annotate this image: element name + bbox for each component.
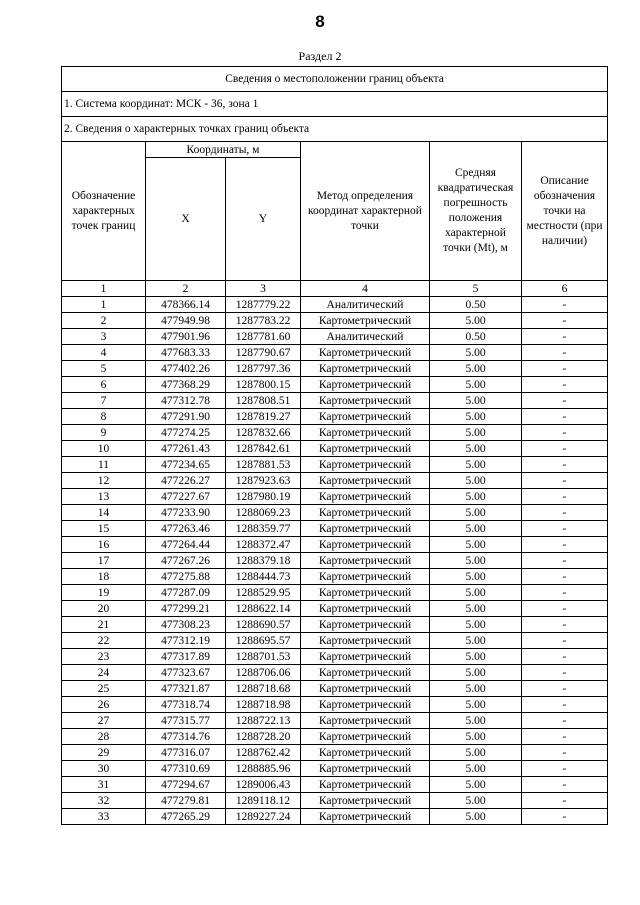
- table-cell: -: [522, 697, 608, 713]
- table-cell: 15: [62, 521, 146, 537]
- table-cell: -: [522, 585, 608, 601]
- table-cell: 1287783.22: [226, 313, 301, 329]
- table-cell: 477316.07: [146, 745, 226, 761]
- table-cell: 1289118.12: [226, 793, 301, 809]
- table-cell: Картометрический: [301, 777, 430, 793]
- table-cell: 5.00: [430, 617, 522, 633]
- table-cell: Картометрический: [301, 809, 430, 825]
- table-cell: 477274.25: [146, 425, 226, 441]
- table-cell: 9: [62, 425, 146, 441]
- table-cell: -: [522, 409, 608, 425]
- table-cell: -: [522, 329, 608, 345]
- table-cell: Картометрический: [301, 409, 430, 425]
- column-number-cell: 2: [146, 281, 226, 297]
- table-cell: 4: [62, 345, 146, 361]
- table-cell: -: [522, 505, 608, 521]
- table-cell: Картометрический: [301, 745, 430, 761]
- table-cell: 5.00: [430, 809, 522, 825]
- table-cell: 23: [62, 649, 146, 665]
- table-cell: 1287797.36: [226, 361, 301, 377]
- table-cell: 1288728.20: [226, 729, 301, 745]
- table-cell: -: [522, 377, 608, 393]
- table-row: [62, 313, 608, 329]
- table-cell: 14: [62, 505, 146, 521]
- table-cell: Картометрический: [301, 489, 430, 505]
- table-row: [62, 489, 608, 505]
- table-cell: 477321.87: [146, 681, 226, 697]
- table-cell: -: [522, 313, 608, 329]
- table-cell: -: [522, 345, 608, 361]
- table-row: [62, 457, 608, 473]
- table-row: [62, 329, 608, 345]
- table-cell: -: [522, 617, 608, 633]
- table-cell: 5.00: [430, 649, 522, 665]
- table-cell: 5.00: [430, 697, 522, 713]
- table-cell: Картометрический: [301, 793, 430, 809]
- header-coordinates: Координаты, м: [146, 142, 301, 158]
- table-cell: 477683.33: [146, 345, 226, 361]
- table-cell: -: [522, 649, 608, 665]
- table-cell: Картометрический: [301, 585, 430, 601]
- column-number-cell: 6: [522, 281, 608, 297]
- table-cell: 5.00: [430, 313, 522, 329]
- table-cell: Картометрический: [301, 521, 430, 537]
- table-row: [62, 409, 608, 425]
- table-cell: 30: [62, 761, 146, 777]
- table-cell: 5.00: [430, 761, 522, 777]
- table-cell: 5.00: [430, 633, 522, 649]
- table-cell: 1288718.68: [226, 681, 301, 697]
- table-row: [62, 297, 608, 313]
- column-number-cell: 3: [226, 281, 301, 297]
- table-cell: 477226.27: [146, 473, 226, 489]
- table-cell: Картометрический: [301, 649, 430, 665]
- table-cell: 477261.43: [146, 441, 226, 457]
- table-cell: 5.00: [430, 553, 522, 569]
- table-cell: 5.00: [430, 409, 522, 425]
- table-cell: 5.00: [430, 361, 522, 377]
- table-cell: Картометрический: [301, 633, 430, 649]
- header-method: Метод определения координат характерной точки: [301, 142, 430, 281]
- table-cell: 1287923.63: [226, 473, 301, 489]
- table-cell: 5.00: [430, 521, 522, 537]
- table-row: [62, 633, 608, 649]
- table-cell: 5: [62, 361, 146, 377]
- table-cell: 5.00: [430, 537, 522, 553]
- table-row: [62, 665, 608, 681]
- table-cell: 1287980.19: [226, 489, 301, 505]
- table-cell: 477308.23: [146, 617, 226, 633]
- page-number: 8: [315, 12, 325, 31]
- table-cell: 5.00: [430, 393, 522, 409]
- table-cell: 5.00: [430, 377, 522, 393]
- table-cell: 1287881.53: [226, 457, 301, 473]
- table-cell: -: [522, 297, 608, 313]
- table-cell: Картометрический: [301, 441, 430, 457]
- table-row: [62, 537, 608, 553]
- table-cell: 12: [62, 473, 146, 489]
- table-cell: 1: [62, 297, 146, 313]
- header-y: Y: [226, 158, 301, 281]
- table-cell: 27: [62, 713, 146, 729]
- table-cell: -: [522, 793, 608, 809]
- table-cell: 1288690.57: [226, 617, 301, 633]
- table-cell: 6: [62, 377, 146, 393]
- table-cell: 31: [62, 777, 146, 793]
- table-cell: Картометрический: [301, 377, 430, 393]
- table-cell: Картометрический: [301, 425, 430, 441]
- header-x: X: [146, 158, 226, 281]
- table-cell: Картометрический: [301, 361, 430, 377]
- table-row: [62, 745, 608, 761]
- table-cell: -: [522, 537, 608, 553]
- table-cell: 477323.67: [146, 665, 226, 681]
- table-row: [62, 345, 608, 361]
- table-cell: 477287.09: [146, 585, 226, 601]
- table-cell: -: [522, 457, 608, 473]
- table-cell: 10: [62, 441, 146, 457]
- header-error: Средняя квадратическая погрешность положения характерной точки (Mt), м: [430, 142, 522, 281]
- table-cell: 1288372.47: [226, 537, 301, 553]
- table-cell: Картометрический: [301, 713, 430, 729]
- table-cell: 5.00: [430, 777, 522, 793]
- table-cell: Картометрический: [301, 601, 430, 617]
- table-row: [62, 761, 608, 777]
- table-cell: 1288722.13: [226, 713, 301, 729]
- table-cell: 1288379.18: [226, 553, 301, 569]
- table-row: [62, 505, 608, 521]
- table-cell: 1287779.22: [226, 297, 301, 313]
- table-cell: Картометрический: [301, 393, 430, 409]
- points-title-row: 2. Сведения о характерных точках границ объекта: [62, 117, 608, 142]
- table-cell: 33: [62, 809, 146, 825]
- table-row: [62, 521, 608, 537]
- table-row: [62, 793, 608, 809]
- table-cell: Аналитический: [301, 329, 430, 345]
- header-designation: Обозначение характерных точек границ: [62, 142, 146, 281]
- table-cell: 5.00: [430, 601, 522, 617]
- table-cell: 1288359.77: [226, 521, 301, 537]
- table-row: [62, 441, 608, 457]
- table-cell: 477901.96: [146, 329, 226, 345]
- table-cell: 5.00: [430, 793, 522, 809]
- table-cell: 1288706.06: [226, 665, 301, 681]
- table-cell: 1287808.51: [226, 393, 301, 409]
- table-cell: 20: [62, 601, 146, 617]
- table-cell: 8: [62, 409, 146, 425]
- table-cell: 32: [62, 793, 146, 809]
- table-cell: Картометрический: [301, 457, 430, 473]
- header-description: Описание обозначения точки на местности (при наличии): [522, 142, 608, 281]
- table-row: [62, 361, 608, 377]
- table-cell: 25: [62, 681, 146, 697]
- table-cell: 477227.67: [146, 489, 226, 505]
- table-cell: 0.50: [430, 329, 522, 345]
- table-cell: Картометрический: [301, 505, 430, 521]
- table-cell: Картометрический: [301, 761, 430, 777]
- table-cell: 18: [62, 569, 146, 585]
- table-cell: Картометрический: [301, 345, 430, 361]
- table-cell: 477265.29: [146, 809, 226, 825]
- table-cell: 1289227.24: [226, 809, 301, 825]
- table-cell: 1288444.73: [226, 569, 301, 585]
- table-cell: -: [522, 393, 608, 409]
- table-cell: -: [522, 601, 608, 617]
- table-cell: Картометрический: [301, 617, 430, 633]
- table-row: [62, 729, 608, 745]
- table-cell: 477263.46: [146, 521, 226, 537]
- table-cell: -: [522, 553, 608, 569]
- table-row: [62, 617, 608, 633]
- table-cell: 1287819.27: [226, 409, 301, 425]
- column-numbers-row: [62, 281, 608, 297]
- table-cell: 5.00: [430, 713, 522, 729]
- table-cell: 477368.29: [146, 377, 226, 393]
- table-cell: 1288762.42: [226, 745, 301, 761]
- column-number-cell: 5: [430, 281, 522, 297]
- boundary-points-table: [61, 66, 608, 825]
- table-cell: 13: [62, 489, 146, 505]
- table-cell: 1288622.14: [226, 601, 301, 617]
- table-cell: 1287781.60: [226, 329, 301, 345]
- table-cell: 477314.76: [146, 729, 226, 745]
- table-cell: 2: [62, 313, 146, 329]
- table-cell: 17: [62, 553, 146, 569]
- table-cell: 1288069.23: [226, 505, 301, 521]
- table-cell: -: [522, 489, 608, 505]
- table-cell: 477267.26: [146, 553, 226, 569]
- table-cell: Картометрический: [301, 665, 430, 681]
- table-cell: 24: [62, 665, 146, 681]
- table-cell: 477315.77: [146, 713, 226, 729]
- table-cell: 477234.65: [146, 457, 226, 473]
- table-cell: Картометрический: [301, 729, 430, 745]
- table-cell: 5.00: [430, 585, 522, 601]
- table-cell: 29: [62, 745, 146, 761]
- table-cell: -: [522, 777, 608, 793]
- table-cell: 477312.78: [146, 393, 226, 409]
- table-cell: -: [522, 633, 608, 649]
- table-cell: 5.00: [430, 505, 522, 521]
- table-cell: 5.00: [430, 473, 522, 489]
- table-cell: 477275.88: [146, 569, 226, 585]
- table-cell: 5.00: [430, 569, 522, 585]
- table-cell: Картометрический: [301, 313, 430, 329]
- table-cell: 1288695.57: [226, 633, 301, 649]
- table-cell: 16: [62, 537, 146, 553]
- table-cell: Аналитический: [301, 297, 430, 313]
- table-row: [62, 569, 608, 585]
- table-cell: -: [522, 665, 608, 681]
- table-row: [62, 713, 608, 729]
- table-cell: 1287842.61: [226, 441, 301, 457]
- table-cell: Картометрический: [301, 553, 430, 569]
- table-cell: -: [522, 569, 608, 585]
- table-cell: 1288529.95: [226, 585, 301, 601]
- table-cell: 19: [62, 585, 146, 601]
- table-cell: -: [522, 441, 608, 457]
- table-cell: -: [522, 473, 608, 489]
- section-title: Раздел 2: [298, 49, 342, 63]
- table-row: [62, 649, 608, 665]
- table-cell: 477299.21: [146, 601, 226, 617]
- table-cell: 1289006.43: [226, 777, 301, 793]
- table-cell: 5.00: [430, 729, 522, 745]
- table-cell: -: [522, 713, 608, 729]
- table-cell: -: [522, 681, 608, 697]
- table-row: [62, 777, 608, 793]
- table-row: [62, 585, 608, 601]
- table-cell: 478366.14: [146, 297, 226, 313]
- table-cell: 477310.69: [146, 761, 226, 777]
- table-cell: 477264.44: [146, 537, 226, 553]
- table-cell: 477233.90: [146, 505, 226, 521]
- table-cell: 1288701.53: [226, 649, 301, 665]
- table-cell: Картометрический: [301, 681, 430, 697]
- table-cell: -: [522, 809, 608, 825]
- table-cell: 5.00: [430, 345, 522, 361]
- table-row: [62, 473, 608, 489]
- table-cell: 5.00: [430, 681, 522, 697]
- table-title: Сведения о местоположении границ объекта: [62, 67, 608, 92]
- table-row: [62, 553, 608, 569]
- table-cell: 477312.19: [146, 633, 226, 649]
- table-cell: 21: [62, 617, 146, 633]
- table-row: [62, 697, 608, 713]
- table-cell: 1287800.15: [226, 377, 301, 393]
- table-cell: 477317.89: [146, 649, 226, 665]
- column-number-cell: 1: [62, 281, 146, 297]
- table-cell: 5.00: [430, 457, 522, 473]
- table-cell: 7: [62, 393, 146, 409]
- table-cell: -: [522, 521, 608, 537]
- table-cell: 5.00: [430, 425, 522, 441]
- table-cell: -: [522, 761, 608, 777]
- table-cell: 477949.98: [146, 313, 226, 329]
- table-cell: 1288718.98: [226, 697, 301, 713]
- table-cell: 477318.74: [146, 697, 226, 713]
- table-cell: 5.00: [430, 441, 522, 457]
- table-cell: 0.50: [430, 297, 522, 313]
- table-cell: 1288885.96: [226, 761, 301, 777]
- table-cell: 1287790.67: [226, 345, 301, 361]
- table-row: [62, 601, 608, 617]
- table-cell: 5.00: [430, 489, 522, 505]
- table-cell: 3: [62, 329, 146, 345]
- column-number-cell: 4: [301, 281, 430, 297]
- table-cell: 477402.26: [146, 361, 226, 377]
- table-row: [62, 809, 608, 825]
- table-row: [62, 681, 608, 697]
- table-cell: 5.00: [430, 665, 522, 681]
- table-row: [62, 377, 608, 393]
- coord-system-row: 1. Система координат: МСК - 36, зона 1: [62, 92, 608, 117]
- table-cell: -: [522, 745, 608, 761]
- table-cell: -: [522, 361, 608, 377]
- table-cell: 22: [62, 633, 146, 649]
- table-cell: 5.00: [430, 745, 522, 761]
- table-cell: Картометрический: [301, 697, 430, 713]
- table-row: [62, 393, 608, 409]
- table-cell: 1287832.66: [226, 425, 301, 441]
- table-cell: 477279.81: [146, 793, 226, 809]
- table-cell: Картометрический: [301, 537, 430, 553]
- table-cell: 28: [62, 729, 146, 745]
- table-cell: 477294.67: [146, 777, 226, 793]
- table-cell: 11: [62, 457, 146, 473]
- table-cell: -: [522, 729, 608, 745]
- table-cell: Картометрический: [301, 473, 430, 489]
- table-cell: Картометрический: [301, 569, 430, 585]
- table-cell: -: [522, 425, 608, 441]
- table-row: [62, 425, 608, 441]
- table-cell: 26: [62, 697, 146, 713]
- table-cell: 477291.90: [146, 409, 226, 425]
